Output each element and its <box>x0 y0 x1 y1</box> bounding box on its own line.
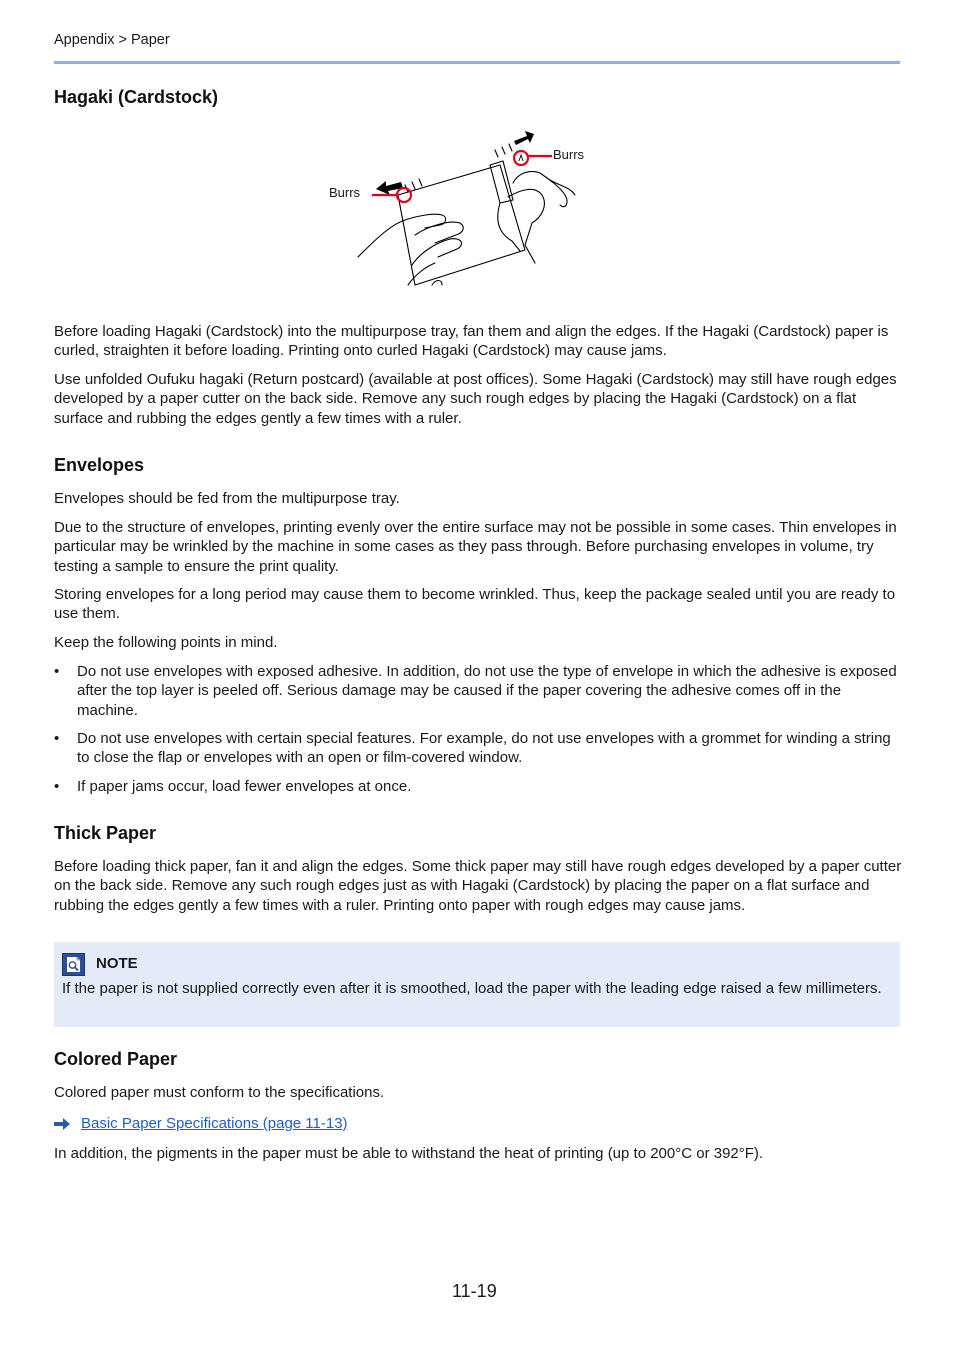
section-heading-colored-paper: Colored Paper <box>54 1049 178 1069</box>
basic-paper-specifications-link[interactable]: Basic Paper Specifications (page 11-13) <box>81 1115 348 1132</box>
burrs-label-right: Burrs <box>553 147 585 162</box>
paragraph: Storing envelopes for a long period may cause them to become wrinkled. Thus, keep the package sealed until you are ready to use them. <box>54 586 896 623</box>
note-icon <box>62 953 85 976</box>
arrow-right-icon <box>54 1118 70 1130</box>
paragraph: In addition, the pigments in the paper must be able to withstand the heat of printing (up to 200°C or 392°F). <box>54 1145 764 1162</box>
paragraph: Colored paper must conform to the specifications. <box>54 1084 385 1101</box>
note-text: If the paper is not supplied correctly even after it is smoothed, load the paper with the leading edge raised a few millimeters. <box>62 980 882 997</box>
bullet-symbol: • <box>54 778 60 795</box>
list-item-text: If paper jams occur, load fewer envelopes at once. <box>77 778 412 795</box>
paragraph: Keep the following points in mind. <box>54 634 278 651</box>
paragraph: Before loading Hagaki (Cardstock) into the multipurpose tray, fan them and align the edges. If the Hagaki (Cardstock) paper is curled, straighten it before loading. Printing onto curled Hagaki (Cardstock) may cause jams. <box>54 323 889 360</box>
hagaki-burrs-illustration <box>320 125 600 295</box>
bullet-symbol: • <box>54 663 60 680</box>
paragraph: Due to the structure of envelopes, printing evenly over the entire surface may not be possible in some cases. Thin envelopes in particular may be wrinkled by the machine in some cases as they pass through. Before purchasing envelopes in volume, try testing a sample to ensure the print quality. <box>54 519 897 575</box>
section-heading-hagaki: Hagaki (Cardstock) <box>54 87 219 107</box>
list-item-text: Do not use envelopes with exposed adhesive. In addition, do not use the type of envelope in which the adhesive is exposed after the top layer is peeled off. Serious damage may be caused if the paper covering the adhesive comes off in the machine. <box>77 663 897 719</box>
header-rule <box>54 61 900 64</box>
bullet-symbol: • <box>54 730 60 747</box>
note-box <box>54 942 900 1027</box>
burrs-label-left: Burrs <box>329 185 361 200</box>
breadcrumb: Appendix > Paper <box>54 32 170 48</box>
list-item-text: Do not use envelopes with certain special features. For example, do not use envelopes with a grommet for winding a string to close the flap or envelopes with an open or film-covered window. <box>77 730 891 767</box>
page-number: 11-19 <box>452 1281 497 1301</box>
note-title: NOTE <box>96 955 138 972</box>
section-heading-envelopes: Envelopes <box>54 455 145 475</box>
paragraph: Use unfolded Oufuku hagaki (Return postcard) (available at post offices). Some Hagaki (Cardstock) may still have rough edges developed by a paper cutter on the back side. Remove any such rough edges by placing the Hagaki (Cardstock) on a flat surface and rubbing the edges gently a few times with a ruler. <box>54 371 897 427</box>
paragraph: Envelopes should be fed from the multipurpose tray. <box>54 490 400 507</box>
paragraph: Before loading thick paper, fan it and align the edges. Some thick paper may still have rough edges developed by a paper cutter on the back side. Remove any such rough edges just as with Hagaki (Cardstock) by placing the paper on a flat surface and rubbing the edges gently a few times with a ruler. Printing onto paper with rough edges may cause jams. <box>54 858 902 914</box>
section-heading-thick-paper: Thick Paper <box>54 823 157 843</box>
